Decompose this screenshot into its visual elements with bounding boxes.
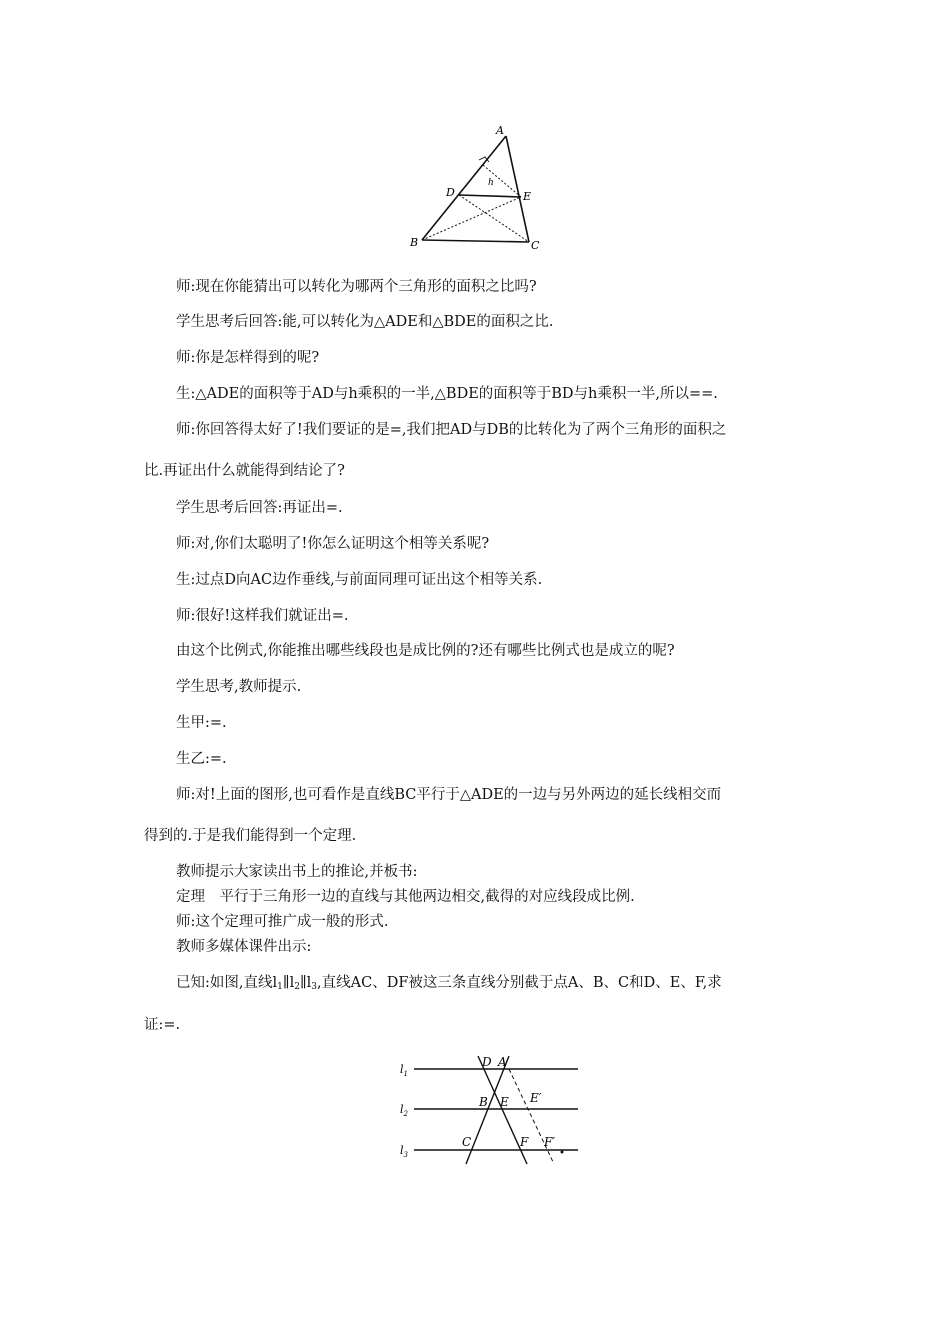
paragraph-6: 学生思考后回答:再证出=.: [176, 500, 343, 516]
paragraph-13: 生乙:=.: [176, 751, 227, 767]
label-C: C: [462, 1135, 472, 1149]
paragraph-3: 师:你是怎样得到的呢?: [176, 350, 320, 366]
label-B: B: [479, 1095, 488, 1109]
given-text-2: ∥l: [282, 975, 295, 991]
paragraph-1: 师:现在你能猜出可以转化为哪两个三角形的面积之比吗?: [176, 279, 537, 295]
theorem-statement: 定理 平行于三角形一边的直线与其他两边相交,截得的对应线段成比例.: [176, 889, 635, 905]
dashed-BE: [422, 197, 521, 240]
paragraph-14-line-1: 师:对!上面的图形,也可看作是直线BC平行于△ADE的一边与另外两边的延长线相交而: [176, 787, 722, 803]
dashed-DC: [459, 195, 529, 242]
paragraph-2: 学生思考后回答:能,可以转化为△ADE和△BDE的面积之比.: [176, 314, 554, 330]
side-AC: [506, 136, 532, 242]
label-C: C: [531, 239, 540, 252]
label-E: E: [523, 190, 532, 203]
paragraph-5-line-1: 师:你回答得太好了!我们要证的是=,我们把AD与DB的比转化为了两个三角形的面积之: [176, 422, 727, 438]
label-A: A: [498, 1055, 507, 1069]
paragraph-14-line-2: 得到的.于是我们能得到一个定理.: [144, 828, 357, 844]
label-l3: $l_3$: [400, 1144, 408, 1159]
paragraph-12: 生甲:=.: [176, 715, 227, 731]
label-l2: $l_2$: [400, 1103, 408, 1118]
label-E: E: [500, 1095, 509, 1109]
given-statement: [176, 974, 722, 996]
given-text-1: 已知:如图,直线l: [176, 975, 278, 991]
label-l1: $l_1$: [400, 1063, 408, 1078]
label-B: B: [410, 236, 419, 249]
parallel-lines-figure: [392, 1052, 592, 1172]
side-AB: [422, 136, 506, 240]
paragraph-5-line-2: 比.再证出什么就能得到结论了?: [144, 463, 345, 479]
paragraph-15: 教师提示大家读出书上的推论,并板书:: [176, 864, 418, 880]
paragraph-8: 生:过点D向AC边作垂线,与前面同理可证出这个相等关系.: [176, 572, 543, 588]
given-sub-3: 3: [311, 982, 318, 992]
paragraph-11: 学生思考,教师提示.: [176, 679, 302, 695]
given-text-4: ,直线AC、DF被这三条直线分别截于点A、B、C和D、E、F,求: [317, 975, 722, 991]
label-E-prime: E′: [530, 1091, 542, 1105]
given-sub-1: 1: [277, 982, 283, 992]
triangle-figure: [400, 122, 550, 254]
label-h: h: [488, 178, 494, 188]
paragraph-7: 师:对,你们太聪明了!你怎么证明这个相等关系呢?: [176, 536, 490, 552]
point-marker: [561, 1151, 564, 1154]
label-A: A: [496, 124, 504, 137]
side-BC: [422, 240, 529, 242]
given-sub-2: 2: [294, 982, 300, 992]
label-D: D: [482, 1055, 492, 1069]
paragraph-17: 师:这个定理可推广成一般的形式.: [176, 914, 389, 930]
paragraph-18: 教师多媒体课件出示:: [176, 939, 312, 955]
paragraph-4: 生:△ADE的面积等于AD与h乘积的一半,△BDE的面积等于BD与h乘积一半,所以==.: [176, 386, 718, 402]
label-F: F: [520, 1135, 529, 1149]
given-text-3: ∥l: [299, 975, 312, 991]
prove-statement: 证:=.: [144, 1017, 181, 1033]
paragraph-10: 由这个比例式,你能推出哪些线段也是成比例的?还有哪些比例式也是成立的呢?: [176, 643, 675, 659]
label-D: D: [446, 186, 455, 199]
label-F-prime: F′: [544, 1135, 556, 1149]
paragraph-9: 师:很好!这样我们就证出=.: [176, 608, 349, 624]
segment-DE: [459, 195, 521, 197]
